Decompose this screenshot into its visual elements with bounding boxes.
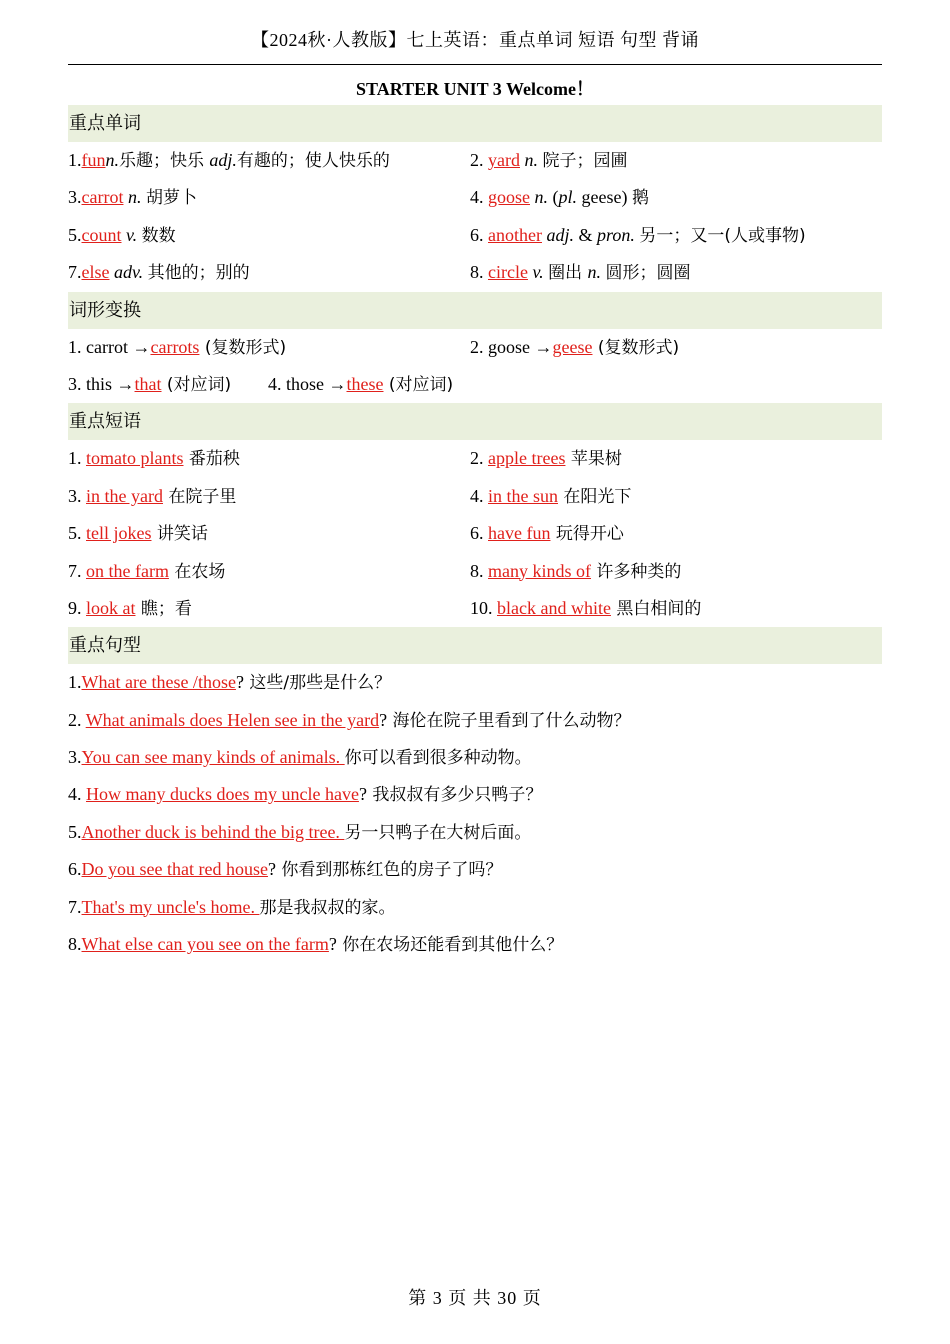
part-of-speech: n. — [519, 150, 543, 170]
meaning: 瞧；看 — [135, 598, 192, 619]
phrase-row — [68, 590, 882, 627]
meaning: 有趣的；使人快乐的 — [236, 151, 390, 171]
meaning: 胡萝卜 — [145, 188, 197, 209]
meaning: 玩得开心 — [550, 524, 624, 545]
form-item — [68, 366, 231, 404]
answer-text: goose — [488, 187, 530, 208]
sentence-row — [68, 814, 882, 851]
answer-text: You can see many kinds of animals. — [81, 747, 345, 768]
answer-text: tell jokes — [86, 523, 152, 544]
item-number: 10. — [470, 597, 497, 618]
meaning: 讲笑话 — [151, 524, 208, 545]
answer-text: black and white — [497, 597, 611, 618]
section-title-forms: 词形变换 — [68, 292, 882, 329]
answer-text: in the yard — [86, 485, 163, 506]
phrase-row — [68, 478, 882, 515]
item-number: 4. — [68, 784, 86, 805]
item-number: 7. — [68, 560, 86, 581]
part-of-speech: n. — [587, 262, 606, 283]
word-item — [68, 254, 250, 292]
meaning: 院子；园圃 — [542, 151, 628, 171]
section-title-sentences: 重点句型 — [68, 627, 882, 664]
plural-form: geese) — [577, 187, 632, 208]
answer-text: look at — [86, 597, 136, 618]
answer-text: fun — [81, 150, 106, 170]
unit-title: STARTER UNIT 3 Welcome！ — [356, 79, 594, 99]
meaning: 在阳光下 — [558, 486, 632, 507]
item-number: 7. — [68, 262, 82, 283]
phrase-row — [68, 553, 882, 590]
form-prompt: 4. those → — [268, 373, 347, 394]
item-number: 3. — [68, 485, 86, 506]
item-number: 8. — [470, 262, 488, 283]
answer-text: tomato plants — [86, 448, 184, 469]
answer-text: geese — [552, 336, 593, 357]
form-note: (复数形式) — [199, 337, 287, 358]
part-of-speech: adj. — [209, 150, 237, 170]
word-row — [68, 142, 882, 179]
meaning: 其他的；别的 — [147, 263, 250, 284]
page-header-title: 【2024秋·人教版】七上英语：重点单词 短语 句型 背诵 — [251, 30, 699, 50]
answer-text: circle — [488, 262, 528, 283]
translation: 我叔叔有多少只鸭子？ — [366, 785, 543, 806]
item-number: 7. — [68, 896, 82, 917]
sentence-row — [68, 776, 882, 813]
item-number: 6. — [470, 224, 488, 245]
part-of-speech: n. — [123, 187, 146, 208]
form-prompt: 2. goose → — [470, 336, 553, 357]
answer-text: What else can you see on the farm — [81, 934, 329, 955]
answer-text: That's my uncle's home. — [81, 896, 260, 917]
phrase-item — [470, 590, 701, 628]
section-title-words: 重点单词 — [68, 105, 882, 142]
answer-text: How many ducks does my uncle have — [86, 784, 359, 805]
meaning: 黑白相间的 — [610, 598, 702, 619]
word-item — [68, 179, 197, 217]
phrase-item — [470, 440, 622, 478]
plural-note: ( — [552, 187, 559, 208]
ampersand: & — [578, 224, 598, 245]
answer-text: apple trees — [488, 448, 566, 469]
item-number: 1. — [68, 672, 82, 693]
phrase-item — [470, 515, 624, 553]
translation: 那是我叔叔的家。 — [259, 897, 396, 918]
answer-text: on the farm — [86, 560, 169, 581]
header-rule — [68, 64, 882, 65]
meaning: 苹果树 — [565, 449, 622, 470]
part-of-speech: adv. — [109, 262, 148, 283]
meaning: 另一；又一(人或事物) — [639, 225, 806, 246]
meaning: 圈出 — [548, 263, 588, 284]
content — [68, 105, 882, 963]
item-number: 4. — [470, 187, 488, 208]
word-row — [68, 179, 882, 216]
part-of-speech: adj. — [541, 224, 579, 245]
answer-text: Do you see that red house — [81, 859, 268, 880]
form-prompt: 1. carrot → — [68, 336, 151, 357]
answer-text: yard — [488, 150, 520, 170]
word-row — [68, 217, 882, 254]
part-of-speech: v. — [121, 224, 142, 245]
answer-text: carrot — [81, 187, 124, 208]
item-number: 9. — [68, 597, 86, 618]
part-of-speech: pron. — [597, 224, 640, 245]
item-number: 5. — [68, 821, 82, 842]
answer-text: else — [81, 262, 110, 283]
sentence-row — [68, 664, 882, 701]
item-number: 6. — [68, 859, 82, 880]
item-number: 4. — [470, 485, 488, 506]
form-row — [68, 366, 882, 403]
phrase-item — [470, 553, 681, 591]
translation: 另一只鸭子在大树后面。 — [344, 822, 532, 843]
word-item — [68, 142, 390, 180]
item-number: 2. — [470, 150, 488, 170]
meaning: 数数 — [141, 225, 176, 246]
sentence-row — [68, 889, 882, 926]
part-of-speech: v. — [527, 262, 549, 283]
sentence-row — [68, 739, 882, 776]
item-number: 6. — [470, 523, 488, 544]
section-title-phrases: 重点短语 — [68, 403, 882, 440]
meaning: 鹅 — [631, 188, 649, 209]
punctuation: ? — [267, 859, 276, 880]
phrase-item — [68, 440, 240, 478]
phrase-row — [68, 440, 882, 477]
page-number: 第 3 页 共 30 页 — [408, 1288, 542, 1308]
item-number: 8. — [68, 934, 82, 955]
phrase-item — [68, 553, 225, 591]
punctuation: ? — [358, 784, 367, 805]
translation: 你看到那栋红色的房子了吗？ — [275, 860, 503, 881]
meaning: 在农场 — [168, 561, 226, 582]
item-number: 1. — [68, 150, 82, 170]
answer-text: these — [346, 373, 384, 394]
word-item — [470, 217, 806, 255]
answer-text: carrots — [150, 336, 200, 357]
answer-text: Another duck is behind the big tree. — [81, 821, 345, 842]
answer-text: count — [81, 224, 122, 245]
punctuation: ? — [379, 709, 388, 730]
word-item — [470, 142, 627, 180]
answer-text: many kinds of — [488, 560, 591, 581]
phrase-item — [470, 478, 631, 516]
item-number: 3. — [68, 747, 82, 768]
phrase-item — [68, 515, 208, 553]
punctuation: ? — [328, 934, 337, 955]
item-number: 5. — [68, 224, 82, 245]
translation: 海伦在院子里看到了什么动物？ — [387, 710, 631, 731]
plural-label: pl. — [558, 187, 578, 208]
form-row — [68, 329, 882, 366]
translation: 这些/那些是什么？ — [243, 673, 392, 694]
form-prompt: 3. this → — [68, 373, 135, 394]
answer-text: in the sun — [488, 485, 558, 506]
form-item — [268, 366, 453, 404]
answer-text: that — [134, 373, 162, 394]
form-item — [470, 329, 679, 367]
item-number: 3. — [68, 187, 82, 208]
part-of-speech: n. — [105, 150, 119, 170]
answer-text: What animals does Helen see in the yard — [85, 709, 380, 730]
phrase-row — [68, 515, 882, 552]
form-note: (对应词) — [383, 374, 454, 395]
sentence-row — [68, 851, 882, 888]
item-number: 2. — [68, 709, 86, 730]
phrase-item — [68, 478, 236, 516]
form-note: (复数形式) — [592, 337, 680, 358]
item-number: 1. — [68, 448, 86, 469]
item-number: 8. — [470, 560, 488, 581]
meaning: 番茄秧 — [183, 449, 240, 470]
word-item — [68, 217, 176, 255]
word-item — [470, 179, 649, 217]
meaning: 乐趣；快乐 — [119, 151, 210, 171]
answer-text: What are these /those — [81, 672, 236, 693]
sentence-row — [68, 702, 882, 739]
translation: 你可以看到很多种动物。 — [344, 748, 532, 769]
form-item — [68, 329, 286, 367]
phrase-item — [68, 590, 192, 628]
meaning: 圆形；圆圈 — [605, 263, 691, 284]
form-note: (对应词) — [161, 374, 232, 395]
word-item — [470, 254, 691, 292]
item-number: 5. — [68, 523, 86, 544]
item-number: 2. — [470, 448, 488, 469]
part-of-speech: n. — [530, 187, 553, 208]
word-row — [68, 254, 882, 291]
translation: 你在农场还能看到其他什么？ — [336, 935, 564, 956]
sentence-row — [68, 926, 882, 963]
meaning: 在院子里 — [162, 486, 237, 507]
answer-text: have fun — [488, 523, 551, 544]
meaning: 许多种类的 — [591, 561, 682, 582]
answer-text: another — [488, 224, 542, 245]
punctuation: ? — [235, 672, 244, 693]
